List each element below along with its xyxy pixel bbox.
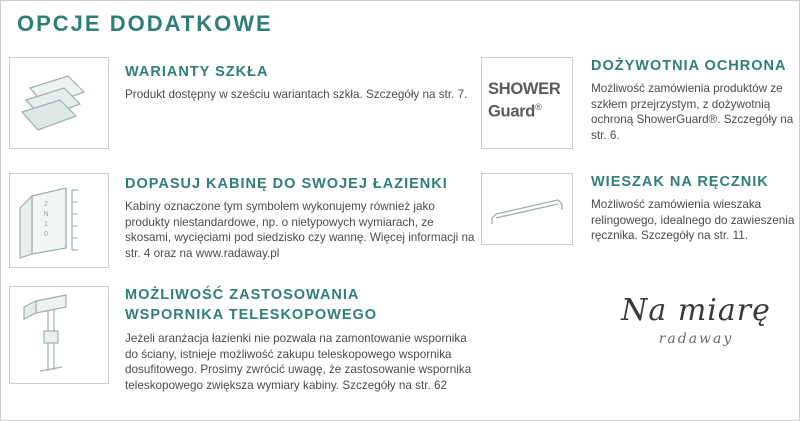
- brand-logo: [601, 293, 791, 347]
- option-block-towel-hanger: [481, 173, 797, 244]
- custom-cabin-heading: DOPASUJ KABINĘ DO SWOJEJ ŁAZIENKI: [125, 176, 448, 192]
- custom-cabin-text: Kabiny oznaczone tym symbolem wykonujemy również jako produkty niestandardowe, np. o nietypowych wymiarach, ze skosami, wycięciami pod siedzisko czy wannę. Więcej informacji na str. 4 oraz na www.radaway.pl: [125, 200, 475, 260]
- showerguard-logo-line2: Guard: [488, 102, 536, 121]
- svg-text:1: 1: [44, 221, 48, 228]
- towel-hanger-heading: WIESZAK NA RĘCZNIK: [591, 174, 769, 190]
- registered-mark: ®: [535, 102, 542, 112]
- telescopic-bracket-text: Jeżeli aranżacja łazienki nie pozwala na zamontowanie wspornika do ściany, istnieje możliwość zakupu teleskopowego wspornika dosufitowego. Prosimy zwrócić uwagę, że zastosowanie wspornika teleskopowego zwiększa wymiary kabiny. Szczegóły na str. 62: [125, 332, 472, 392]
- brand-script-text: Na miarę: [621, 293, 771, 328]
- page-title: OPCJE DODATKOWE: [17, 11, 273, 36]
- svg-text:2: 2: [44, 201, 48, 208]
- glass-variants-heading: WARIANTY SZKŁA: [125, 64, 269, 80]
- telescopic-bracket-heading-line2: WSPORNIKA TELESKOPOWEGO: [125, 307, 378, 323]
- glass-variants-text: Produkt dostępny w sześciu wariantach szkła. Szczegóły na str. 7.: [125, 88, 468, 101]
- custom-cabin-icon: [9, 173, 109, 268]
- towel-hanger-text: Możliwość zamówienia wieszaka relingowego, idealnego do zawieszenia ręcznika. Szczegóły na str. 11.: [591, 198, 795, 243]
- option-block-glass-variants: [9, 57, 469, 103]
- option-block-custom-cabin: [9, 173, 477, 261]
- towel-rail-icon: [481, 173, 573, 245]
- lifetime-protection-heading: DOŻYWOTNIA OCHRONA: [591, 58, 787, 74]
- option-block-telescopic-bracket: [9, 286, 479, 393]
- showerguard-logo-icon: [481, 57, 573, 149]
- telescopic-bracket-icon: [9, 286, 109, 384]
- brand-name: radaway: [658, 331, 734, 347]
- glass-panes-icon: [9, 57, 109, 149]
- svg-text:N: N: [43, 211, 49, 218]
- lifetime-protection-text: Możliwość zamówienia produktów ze szkłem przejrzystym, z dożywotnią ochroną ShowerGuard®. Szczegóły na str. 6.: [591, 82, 794, 142]
- option-block-lifetime-protection: [481, 57, 797, 143]
- telescopic-bracket-heading-line1: MOŻLIWOŚĆ ZASTOSOWANIA: [125, 287, 360, 303]
- showerguard-logo-line1: SHOWER: [488, 80, 561, 98]
- svg-text:0: 0: [44, 231, 48, 238]
